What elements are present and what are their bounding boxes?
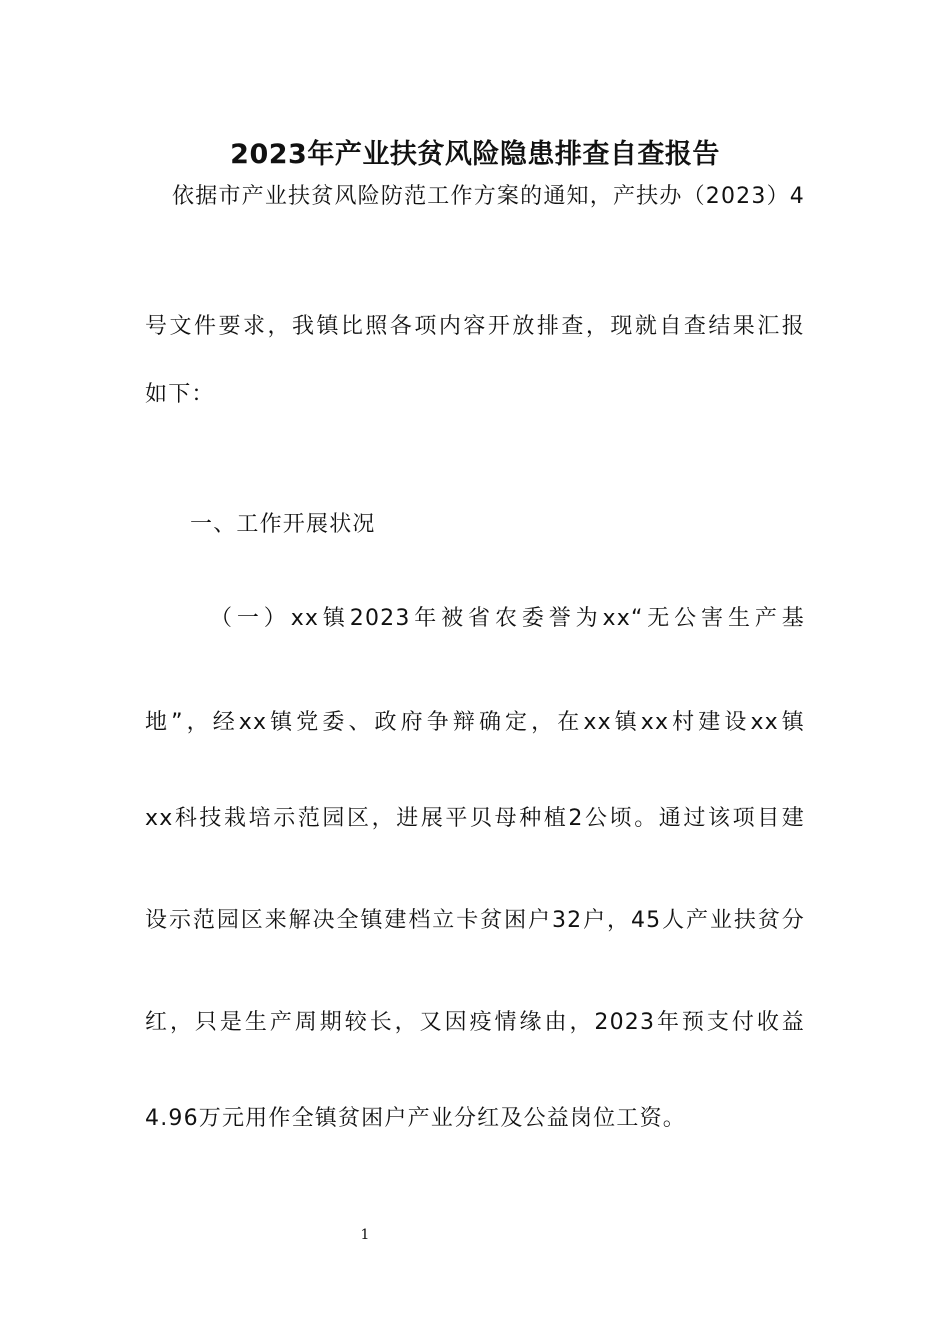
paragraph-line: 设示范园区来解决全镇建档立卡贫困户32户，45人产业扶贫分 xyxy=(145,908,805,933)
document-title: 2023年产业扶贫风险隐患排查自查报告 xyxy=(230,139,720,170)
paragraph-line: 依据市产业扶贫风险防范工作方案的通知，产扶办（2023）4 xyxy=(172,184,805,209)
paragraph-line: 红，只是生产周期较长，又因疫情缘由，2023年预支付收益 xyxy=(145,1010,805,1035)
section-heading: 一、工作开展状况 xyxy=(190,512,376,537)
page-number: 1 xyxy=(360,1227,370,1243)
paragraph-line: （一）xx镇2023年被省农委誉为xx“无公害生产基 xyxy=(210,606,805,631)
paragraph-line: 号文件要求，我镇比照各项内容开放排查，现就自查结果汇报 xyxy=(145,314,805,339)
paragraph-line: 如下： xyxy=(145,382,215,407)
paragraph-line: 地”，经xx镇党委、政府争辩确定，在xx镇xx村建设xx镇 xyxy=(145,710,805,735)
paragraph-line: 4.96万元用作全镇贫困户产业分红及公益岗位工资。 xyxy=(145,1106,686,1131)
paragraph-line: xx科技栽培示范园区，进展平贝母种植2公顷。通过该项目建 xyxy=(145,806,805,831)
